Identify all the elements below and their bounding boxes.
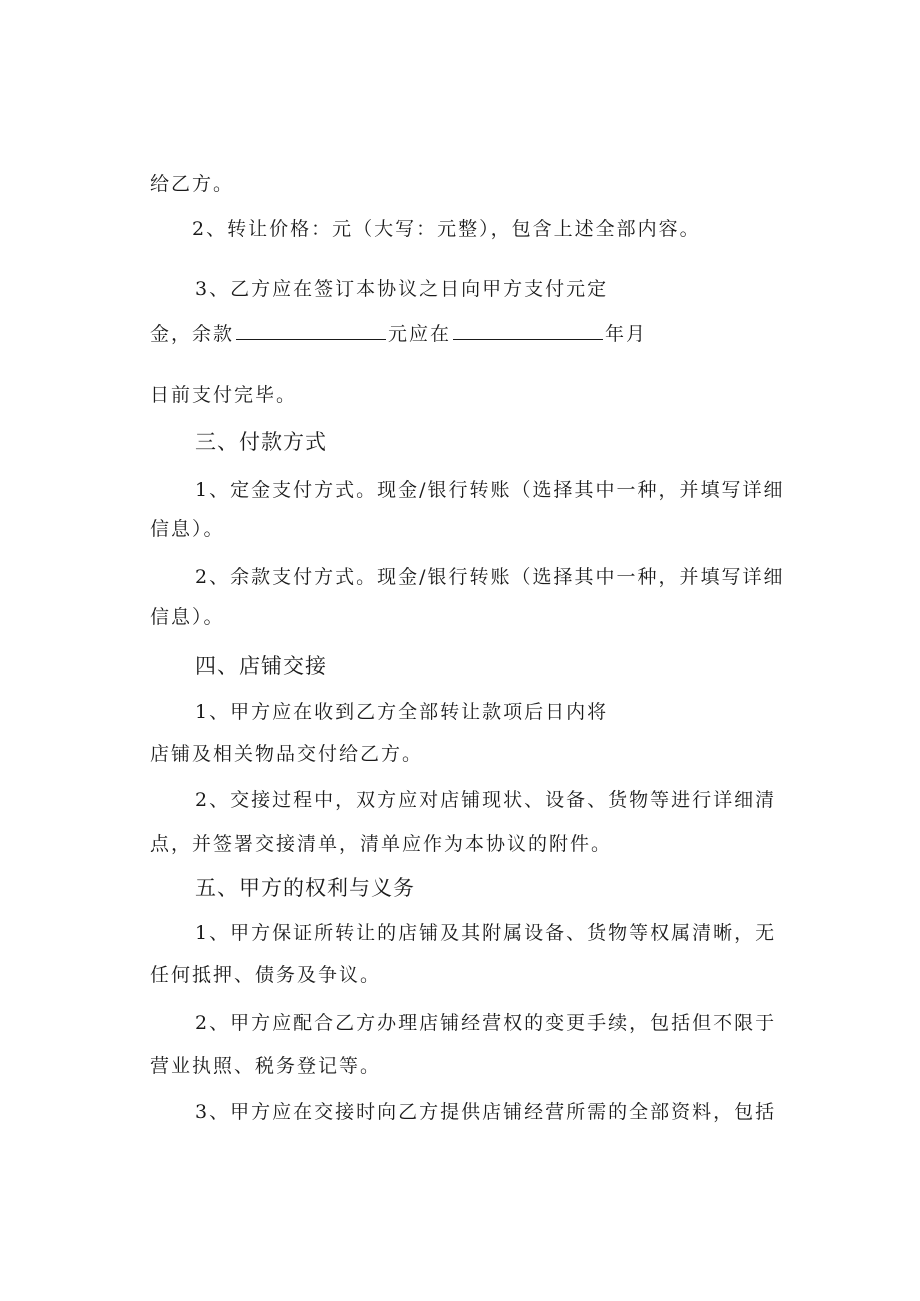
paragraph-line-with-blanks [150, 321, 647, 346]
paragraph-line: 信息）。 [150, 606, 225, 628]
paragraph-line: 2、转让价格：元（大写：元整），包含上述全部内容。 [192, 218, 701, 240]
paragraph-line: 任何抵押、债务及争议。 [150, 964, 382, 986]
paragraph-line: 3、甲方应在交接时向乙方提供店铺经营所需的全部资料，包括 [195, 1101, 777, 1123]
text-segment: 金，余款 [150, 323, 235, 345]
paragraph-line: 2、交接过程中，双方应对店铺现状、设备、货物等进行详细清 [195, 789, 777, 811]
fill-in-blank [453, 321, 603, 340]
paragraph-line: 点，并签署交接清单，清单应作为本协议的附件。 [150, 833, 613, 855]
section-heading: 五、甲方的权利与义务 [195, 876, 415, 900]
text-segment: 年月 [605, 323, 648, 345]
fill-in-blank [236, 321, 386, 340]
paragraph-line: 店铺及相关物品交付给乙方。 [150, 743, 424, 765]
paragraph-line: 1、定金支付方式。现金/银行转账（选择其中一种，并填写详细 [195, 479, 785, 501]
text-segment: 元应在 [388, 323, 452, 345]
paragraph-line: 2、甲方应配合乙方办理店铺经营权的变更手续，包括但不限于 [195, 1012, 777, 1034]
paragraph-line: 信息）。 [150, 518, 225, 540]
section-heading: 三、付款方式 [195, 430, 327, 454]
paragraph-line: 1、甲方保证所转让的店铺及其附属设备、货物等权属清晰，无 [195, 922, 777, 944]
section-heading: 四、店铺交接 [195, 654, 327, 678]
paragraph-line: 2、余款支付方式。现金/银行转账（选择其中一种，并填写详细 [195, 566, 785, 588]
paragraph-line: 营业执照、税务登记等。 [150, 1055, 382, 1077]
paragraph-line: 给乙方。 [150, 173, 235, 195]
paragraph-line: 3、乙方应在签订本协议之日向甲方支付元定 [195, 278, 609, 300]
paragraph-line: 1、甲方应在收到乙方全部转让款项后日内将 [195, 701, 609, 723]
paragraph-line: 日前支付完毕。 [150, 384, 298, 406]
